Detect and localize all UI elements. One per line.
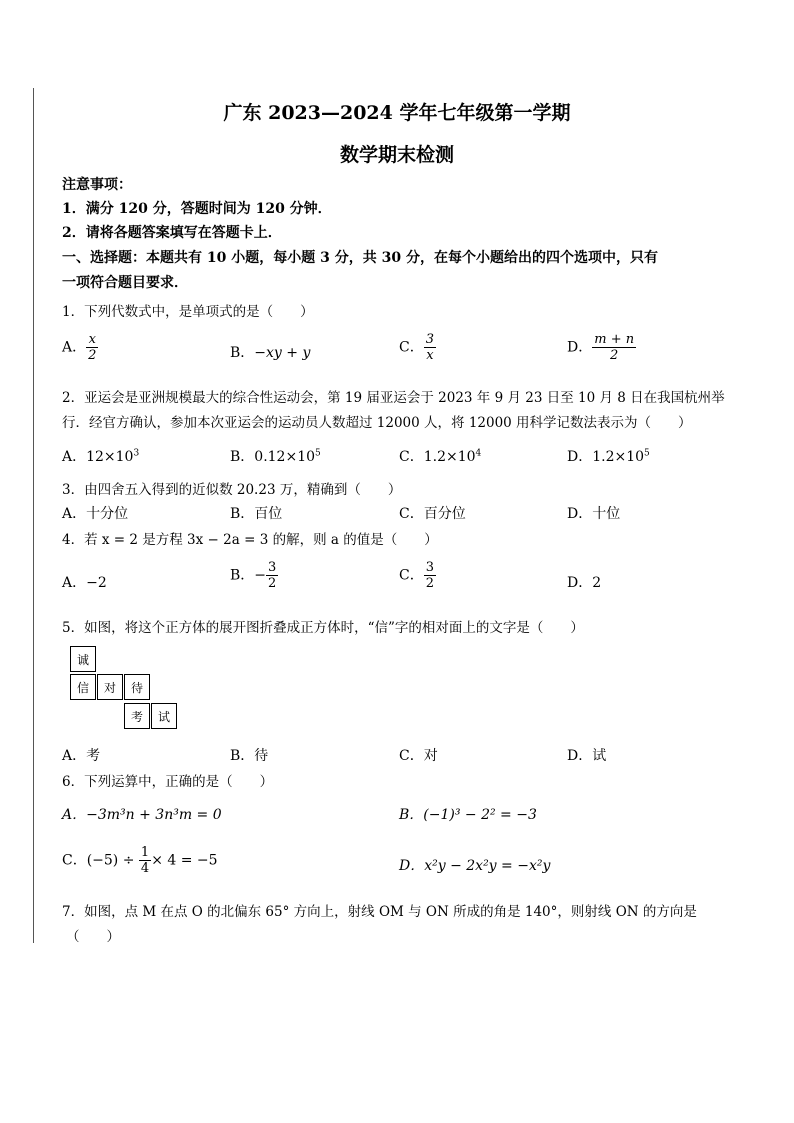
q2-option-d: D．$1.2\times 10^5$ [567,448,650,465]
net-cell: 考 [124,703,150,729]
question-3: 3．由四舍五入得到的近似数 20.23 万，精确到（ ） [62,482,402,498]
q6-option-a: A．−3m³n + 3n³m = 0 [62,807,222,823]
title-line-1: 广东 2023—2024 学年七年级第一学期 [223,102,571,124]
q5-option-a: A．考 [62,748,101,764]
q3-option-d: D．十位 [567,506,621,522]
q3-option-b: B．百位 [230,506,283,522]
q4-option-b: B．− $\frac{3}{2}$ [230,560,277,591]
q1-option-a: A． $\frac{x}{2}$ [62,332,97,363]
q5-option-c: C．对 [399,748,438,764]
q4-option-a: A．−2 [62,575,107,591]
q1-option-b: B．−xy + y [230,345,311,361]
notice-1: 1．满分 120 分，答题时间为 120 分钟． [62,201,332,217]
q5-option-b: B．待 [230,748,269,764]
notice-2: 2．请将各题答案填写在答题卡上． [62,225,282,241]
margin-line [33,88,34,943]
section-1-line-b: 一项符合题目要求． [62,275,188,291]
question-7-line-b: （ ） [66,929,120,945]
q6-option-d: D．x²y − 2x²y = −x²y [399,858,551,874]
title-line-2: 数学期末检测 [339,144,454,166]
net-cell: 诚 [70,646,96,672]
question-2-line-a: 2．亚运会是亚洲规模最大的综合性运动会，第 19 届亚运会于 2023 年 9 月 23 日至 10 月 8 日在我国杭州举 [62,390,725,406]
notice-header: 注意事项： [62,177,132,193]
question-6: 6．下列运算中，正确的是（ ） [62,774,274,790]
question-1: 1．下列代数式中，是单项式的是（ ） [62,304,314,320]
net-cell: 信 [70,674,96,700]
q2-option-b: B．$0.12\times 10^5$ [230,448,321,465]
q2-option-c: C．$1.2\times 10^4$ [399,448,482,465]
question-7-line-a: 7．如图，点 M 在点 O 的北偏东 65° 方向上，射线 OM 与 ON 所成的角是 140°，则射线 ON 的方向是 [62,904,697,920]
q6-option-c: C．(−5) ÷ $\frac{1}{4}$ × 4 = −5 [62,845,218,876]
question-4: 4．若 x = 2 是方程 3x − 2a = 3 的解，则 a 的值是（ ） [62,532,438,548]
q3-option-a: A．十分位 [62,506,129,522]
q1-option-c: C． $\frac{3}{x}$ [399,332,434,363]
q1-option-d: D． $\frac{m + n}{2}$ [567,332,635,363]
net-cell: 待 [124,674,150,700]
section-1-line-a: 一、选择题：本题共有 10 小题，每小题 3 分，共 30 分，在每个小题给出的四个选项中，只有 [62,250,658,266]
net-cell: 试 [151,703,177,729]
q2-option-a: A．$12\times 10^3$ [62,448,140,465]
question-2-line-b: 行．经官方确认，参加本次亚运会的运动员人数超过 12000 人，将 12000 用科学记数法表示为（ ） [62,415,692,431]
q4-option-d: D．2 [567,575,602,591]
q6-option-b: B．(−1)³ − 2² = −3 [399,807,537,823]
q4-option-c: C． $\frac{3}{2}$ [399,560,434,591]
q5-option-d: D．试 [567,748,607,764]
q3-option-c: C．百分位 [399,506,466,522]
question-5: 5．如图，将这个正方体的展开图折叠成正方体时，“信”字的相对面上的文字是（ ） [62,620,584,636]
net-cell: 对 [97,674,123,700]
